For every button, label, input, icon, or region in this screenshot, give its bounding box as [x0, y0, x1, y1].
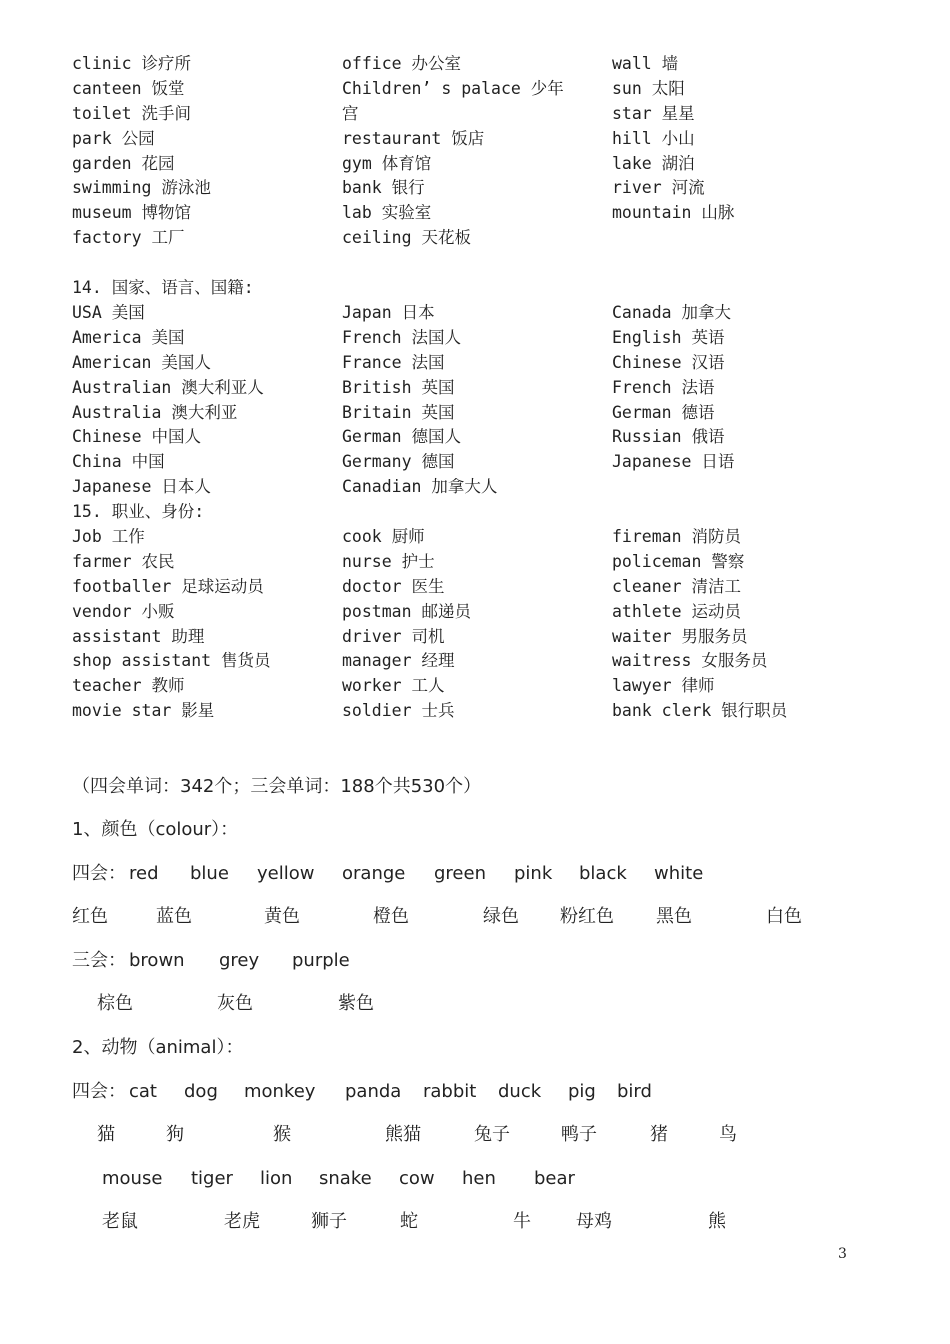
animal-translation: 兔子 — [474, 1124, 510, 1145]
colour-word: blue — [190, 863, 229, 884]
section-15-title: 15. 职业、身份: — [72, 502, 205, 521]
places-vocab-row — [72, 176, 872, 201]
countries-vocab-entry: Britain 英国 — [342, 402, 455, 422]
jobs-vocab-entry: doctor 医生 — [342, 576, 445, 596]
jobs-vocab-entry: fireman 消防员 — [612, 527, 741, 546]
countries-vocab-entry: German 德语 — [612, 402, 715, 422]
jobs-vocab-entry: cook 厨师 — [342, 527, 425, 546]
places-vocab-entry: clinic 诊疗所 — [72, 54, 192, 73]
jobs-vocab-entry: vendor 小贩 — [72, 601, 175, 621]
colour-word: green — [434, 863, 486, 884]
animal-four-zh-row-2 — [72, 1209, 872, 1235]
colour-translation: 橙色 — [373, 906, 409, 927]
jobs-vocab-entry: Job 工作 — [72, 527, 145, 546]
colour-four-row — [72, 861, 872, 887]
animal-translation: 老虎 — [224, 1211, 260, 1232]
places-vocab-entry: office 办公室 — [342, 54, 462, 73]
countries-vocab-entry: Chinese 汉语 — [612, 352, 725, 372]
places-vocab-entry: park 公园 — [72, 128, 155, 148]
jobs-vocab-row — [72, 699, 872, 724]
countries-vocab-entry: Japanese 日本人 — [72, 477, 211, 497]
animal-section-title: 2、动物（animal）： — [72, 1037, 244, 1058]
jobs-vocab-row — [72, 674, 872, 699]
places-vocab-entry: wall 墙 — [612, 54, 679, 73]
countries-vocab-entry: Germany 德国 — [342, 452, 455, 472]
jobs-vocab-entry: bank clerk 银行职员 — [612, 701, 788, 721]
jobs-vocab-entry: waiter 男服务员 — [612, 626, 748, 646]
countries-vocab-entry: Japan 日本 — [342, 303, 435, 322]
countries-vocab-entry: America 美国 — [72, 327, 185, 347]
animal-four-row-2 — [72, 1166, 872, 1192]
countries-vocab-entry — [612, 475, 872, 500]
colour-four-label: 四会： — [72, 863, 126, 884]
jobs-vocab-entry: cleaner 清洁工 — [612, 576, 741, 596]
places-vocab-entry: lake 湖泊 — [612, 153, 695, 173]
countries-vocab-entry: Russian 俄语 — [612, 427, 725, 447]
colour-translation: 灰色 — [217, 993, 253, 1014]
countries-vocab-entry: Japanese 日语 — [612, 452, 735, 472]
countries-vocab-entry: China 中国 — [72, 452, 165, 472]
animal-word: duck — [498, 1081, 542, 1102]
animal-word: cow — [399, 1168, 435, 1189]
places-vocab-entry: gym 体育馆 — [342, 153, 432, 173]
places-vocab-row — [72, 201, 872, 226]
countries-vocab-entry: French 法国人 — [342, 327, 462, 347]
animal-word: mouse — [102, 1168, 163, 1189]
countries-vocab-entry: Australia 澳大利亚 — [72, 402, 238, 422]
jobs-vocab-row — [72, 600, 872, 625]
places-vocab-entry: 宫 — [342, 103, 359, 123]
jobs-vocab-entry: movie star 影星 — [72, 701, 215, 721]
colour-translation: 紫色 — [338, 993, 374, 1014]
countries-vocab-row — [72, 450, 872, 475]
places-vocab-entry: sun 太阳 — [612, 78, 685, 98]
animal-four-zh-row-1 — [72, 1122, 872, 1148]
colour-word: grey — [219, 950, 260, 971]
places-vocab-row — [72, 226, 872, 251]
jobs-vocab-entry: driver 司机 — [342, 626, 445, 646]
places-vocab-entry: mountain 山脉 — [612, 203, 735, 223]
jobs-vocab-table — [72, 525, 872, 724]
colour-translation: 蓝色 — [156, 906, 192, 927]
countries-vocab-row — [72, 351, 872, 376]
animal-translation: 猪 — [650, 1124, 668, 1145]
animal-translation: 熊猫 — [385, 1124, 421, 1145]
places-vocab-entry: Children’ s palace 少年 — [342, 78, 564, 98]
colour-three-zh-row — [72, 991, 872, 1017]
animal-word: panda — [345, 1081, 402, 1102]
section-14-title: 14. 国家、语言、国籍: — [72, 278, 254, 297]
animal-word: monkey — [244, 1081, 316, 1102]
countries-vocab-entry: French 法语 — [612, 377, 715, 397]
colour-word: red — [129, 863, 159, 884]
animal-word: lion — [260, 1168, 293, 1189]
animal-word: rabbit — [423, 1081, 477, 1102]
places-vocab-entry: ceiling 天花板 — [342, 228, 471, 248]
colour-translation: 白色 — [766, 906, 802, 927]
colour-translation: 棕色 — [97, 993, 133, 1014]
jobs-vocab-entry: nurse 护士 — [342, 551, 435, 571]
jobs-vocab-entry: waitress 女服务员 — [612, 651, 768, 671]
countries-vocab-row — [72, 301, 872, 326]
jobs-vocab-entry: teacher 教师 — [72, 676, 185, 696]
colour-word: purple — [292, 950, 350, 971]
colour-four-zh-row — [72, 904, 872, 930]
colour-word: pink — [514, 863, 553, 884]
countries-vocab-entry: Canada 加拿大 — [612, 303, 732, 322]
colour-word: orange — [342, 863, 406, 884]
countries-vocab-entry: Chinese 中国人 — [72, 427, 201, 447]
jobs-vocab-row — [72, 525, 872, 550]
places-vocab-row — [72, 127, 872, 152]
jobs-vocab-entry: policeman 警察 — [612, 551, 745, 571]
places-vocab-entry: garden 花园 — [72, 153, 175, 173]
animal-four-row-1 — [72, 1079, 872, 1105]
places-vocab-row — [72, 77, 872, 102]
jobs-vocab-entry: assistant 助理 — [72, 626, 205, 646]
animal-word: hen — [462, 1168, 496, 1189]
animal-translation: 熊 — [708, 1211, 726, 1232]
animal-word: pig — [568, 1081, 596, 1102]
places-vocab-entry — [612, 226, 872, 251]
countries-vocab-entry: Australian 澳大利亚人 — [72, 377, 264, 397]
animal-translation: 猴 — [273, 1124, 291, 1145]
colour-translation: 绿色 — [483, 906, 519, 927]
colour-section-title: 1、颜色（colour）： — [72, 819, 239, 840]
places-vocab-row — [72, 152, 872, 177]
animal-translation: 蛇 — [400, 1211, 418, 1232]
jobs-vocab-entry: lawyer 律师 — [612, 676, 715, 696]
places-vocab-row — [72, 102, 872, 127]
countries-vocab-row — [72, 401, 872, 426]
countries-vocab-entry: American 美国人 — [72, 352, 211, 372]
countries-vocab-row — [72, 475, 872, 500]
animal-word: cat — [129, 1081, 157, 1102]
places-vocab-entry: canteen 饭堂 — [72, 78, 185, 98]
places-vocab-entry: bank 银行 — [342, 178, 425, 198]
places-vocab-entry: star 星星 — [612, 103, 695, 123]
countries-vocab-row — [72, 376, 872, 401]
colour-three-label: 三会： — [72, 950, 126, 971]
animal-translation: 鸟 — [719, 1124, 737, 1145]
places-vocab-entry: museum 博物馆 — [72, 203, 192, 223]
jobs-vocab-entry: shop assistant 售货员 — [72, 651, 271, 671]
places-vocab-entry: river 河流 — [612, 178, 705, 198]
colour-translation: 红色 — [72, 906, 108, 927]
jobs-vocab-row — [72, 649, 872, 674]
jobs-vocab-row — [72, 625, 872, 650]
animal-word: tiger — [191, 1168, 233, 1189]
countries-vocab-row — [72, 425, 872, 450]
animal-word: bird — [617, 1081, 652, 1102]
animal-four-label: 四会： — [72, 1081, 126, 1102]
colour-word: yellow — [257, 863, 315, 884]
animal-translation: 狮子 — [311, 1211, 347, 1232]
animal-translation: 狗 — [166, 1124, 184, 1145]
colour-word: black — [579, 863, 627, 884]
page-number: 3 — [838, 1246, 847, 1262]
colour-word: brown — [129, 950, 185, 971]
jobs-vocab-row — [72, 550, 872, 575]
colour-three-row — [72, 948, 872, 974]
places-vocab-entry: factory 工厂 — [72, 228, 185, 248]
places-vocab-table — [72, 52, 872, 251]
jobs-vocab-row — [72, 575, 872, 600]
countries-vocab-entry: Canadian 加拿大人 — [342, 477, 498, 497]
countries-vocab-entry: British 英国 — [342, 377, 455, 397]
places-vocab-row — [72, 52, 872, 77]
animal-word: bear — [534, 1168, 575, 1189]
colour-translation: 粉红色 — [560, 906, 614, 927]
jobs-vocab-entry: soldier 士兵 — [342, 701, 455, 721]
animal-translation: 母鸡 — [576, 1211, 612, 1232]
animal-word: dog — [184, 1081, 218, 1102]
colour-translation: 黄色 — [264, 906, 300, 927]
animal-translation: 老鼠 — [102, 1211, 138, 1232]
jobs-vocab-entry: athlete 运动员 — [612, 601, 741, 621]
countries-vocab-entry: English 英语 — [612, 327, 725, 347]
jobs-vocab-entry: footballer 足球运动员 — [72, 576, 264, 596]
places-vocab-entry: toilet 洗手间 — [72, 103, 192, 123]
places-vocab-entry: swimming 游泳池 — [72, 178, 211, 198]
countries-vocab-entry: USA 美国 — [72, 303, 145, 322]
countries-vocab-entry: German 德国人 — [342, 427, 462, 447]
jobs-vocab-entry: manager 经理 — [342, 651, 455, 671]
colour-translation: 黑色 — [656, 906, 692, 927]
places-vocab-entry: lab 实验室 — [342, 203, 432, 223]
animal-translation: 猫 — [97, 1124, 115, 1145]
colour-word: white — [654, 863, 704, 884]
word-count-summary: （四会单词：342个；三会单词：188个共530个） — [72, 776, 482, 797]
places-vocab-entry: hill 小山 — [612, 128, 695, 148]
jobs-vocab-entry: worker 工人 — [342, 676, 445, 696]
jobs-vocab-entry: postman 邮递员 — [342, 601, 471, 621]
jobs-vocab-entry: farmer 农民 — [72, 551, 175, 571]
countries-vocab-row — [72, 326, 872, 351]
places-vocab-entry: restaurant 饭店 — [342, 128, 485, 148]
countries-vocab-table — [72, 301, 872, 500]
countries-vocab-entry: France 法国 — [342, 352, 445, 372]
animal-translation: 牛 — [513, 1211, 531, 1232]
animal-word: snake — [319, 1168, 372, 1189]
animal-translation: 鸭子 — [561, 1124, 597, 1145]
